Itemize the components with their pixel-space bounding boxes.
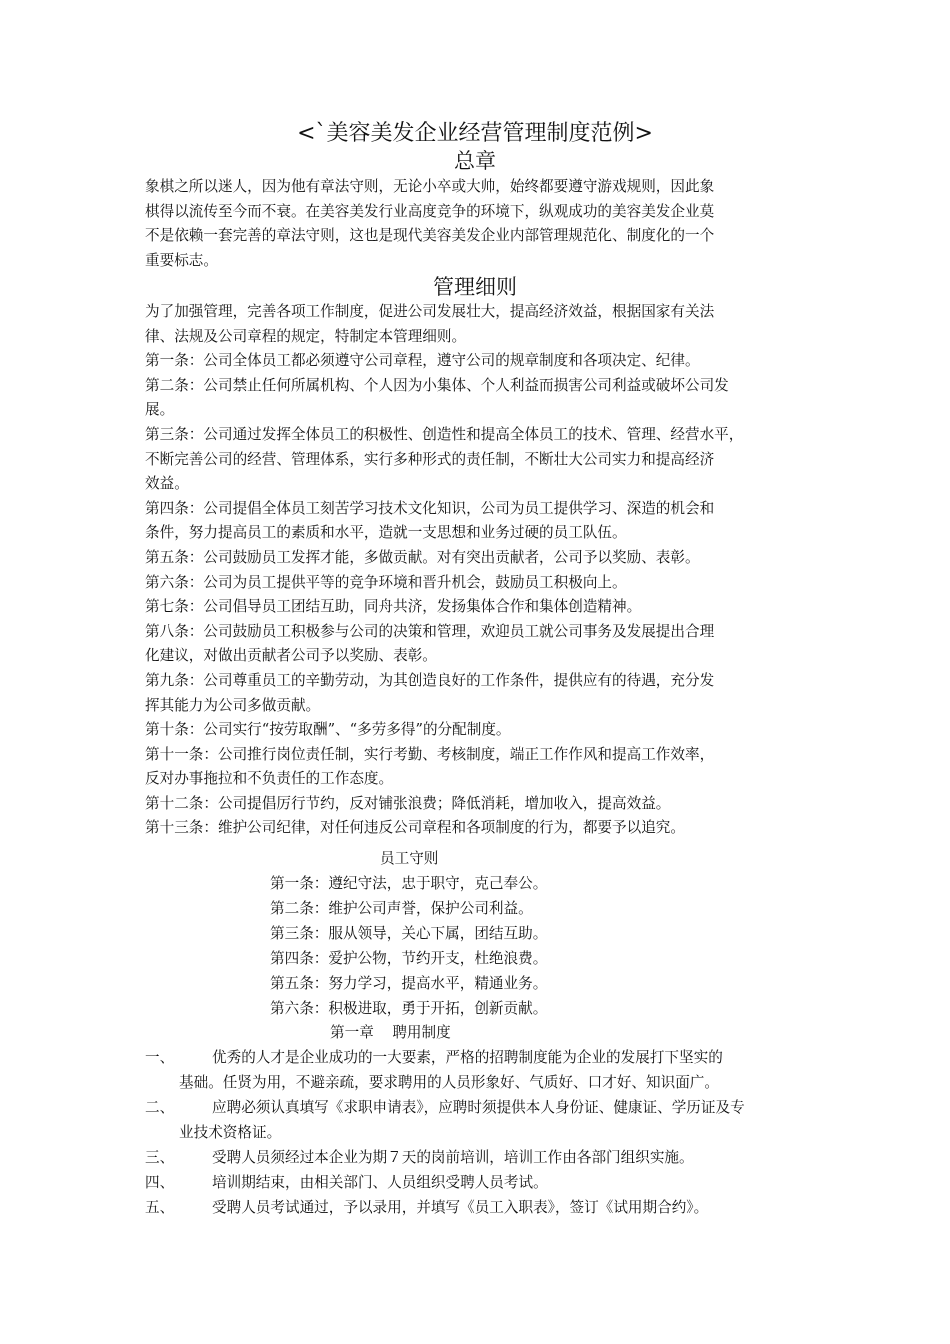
employee-rule-item: 第一条：遵纪守法，忠于职守，克己奉公。 — [270, 875, 548, 892]
management-line: 第六条：公司为员工提供平等的竞争环境和晋升机会，鼓励员工积极向上。 — [145, 573, 627, 591]
item-number: 五、 — [145, 1199, 175, 1216]
management-line: 第七条：公司倡导员工团结互助，同舟共济，发扬集体合作和集体创造精神。 — [145, 598, 642, 616]
management-paragraph — [145, 300, 815, 841]
item-number: 一、 — [145, 1049, 175, 1066]
management-line: 第五条：公司鼓励员工发挥才能，多做贡献。对有突出贡献者，公司予以奖励、表彰。 — [145, 548, 700, 566]
item-line: 应聘必须认真填写《求职申请表》，应聘时须提供本人身份证、健康证、学历证及专 — [212, 1099, 745, 1116]
management-line: 挥其能力为公司多做贡献。 — [145, 696, 321, 714]
item-number: 三、 — [145, 1149, 175, 1166]
general-line: 不是依赖一套完善的章法守则，这也是现代美容美发企业内部管理规范化、制度化的一个 — [145, 227, 715, 245]
management-line: 第一条：公司全体员工都必须遵守公司章程，遵守公司的规章制度和各项决定、纪律。 — [145, 352, 700, 370]
management-heading: 管理细则 — [433, 275, 517, 299]
item-line: 优秀的人才是企业成功的一大要素，严格的招聘制度能为企业的发展打下坚实的 — [212, 1049, 723, 1066]
management-line: 第三条：公司通过发挥全体员工的积极性、创造性和提高全体员工的技术、管理、经营水平， — [145, 425, 744, 443]
management-line: 第九条：公司尊重员工的辛勤劳动，为其创造良好的工作条件，提供应有的待遇，充分发 — [145, 671, 715, 689]
management-line: 第十一条：公司推行岗位责任制，实行考勤、考核制度，端正工作作风和提高工作效率， — [145, 745, 715, 763]
management-line: 反对办事拖拉和不负责任的工作态度。 — [145, 770, 394, 788]
general-line: 重要标志。 — [145, 251, 218, 269]
management-line: 第十三条：维护公司纪律，对任何违反公司章程和各项制度的行为，都要予以追究。 — [145, 819, 685, 837]
item-line: 业技术资格证。 — [179, 1123, 282, 1141]
management-line: 第八条：公司鼓励员工积极参与公司的决策和管理，欢迎员工就公司事务及发展提出合理 — [145, 622, 715, 640]
chapter-item — [145, 1046, 825, 1095]
item-line: 受聘人员考试通过，予以录用，并填写《员工入职表》，签订《试用期合约》。 — [212, 1199, 709, 1216]
general-paragraph — [145, 175, 815, 273]
management-line: 效益。 — [145, 475, 189, 493]
management-line: 条件，努力提高员工的素质和水平，造就一支思想和业务过硬的员工队伍。 — [145, 524, 627, 542]
management-line: 第四条：公司提倡全体员工刻苦学习技术文化知识，公司为员工提供学习、深造的机会和 — [145, 499, 715, 517]
item-line: 基础。任贤为用，不避亲疏，要求聘用的人员形象好、气质好、口才好、知识面广。 — [179, 1073, 719, 1091]
general-heading: 总章 — [454, 149, 496, 173]
management-line: 律、法规及公司章程的规定，特制定本管理细则。 — [145, 327, 467, 345]
general-line: 棋得以流传至今而不衰。在美容美发行业高度竞争的环境下，纵观成功的美容美发企业莫 — [145, 202, 715, 220]
chapter-item — [145, 1171, 825, 1196]
management-line: 第十二条：公司提倡厉行节约，反对铺张浪费；降低消耗，增加收入，提高效益。 — [145, 794, 671, 812]
management-line: 为了加强管理，完善各项工作制度，促进公司发展壮大，提高经济效益，根据国家有关法 — [145, 303, 715, 320]
item-line: 受聘人员须经过本企业为期７天的岗前培训，培训工作由各部门组织实施。 — [212, 1149, 694, 1166]
general-line: 象棋之所以迷人，因为他有章法守则，无论小卒或大帅，始终都要遵守游戏规则，因此象 — [145, 178, 715, 195]
item-number: 二、 — [145, 1099, 175, 1116]
management-line: 展。 — [145, 401, 175, 419]
management-line: 化建议，对做出贡献者公司予以奖励、表彰。 — [145, 647, 437, 665]
management-line: 第二条：公司禁止任何所属机构、个人因为小集体、个人利益而损害公司利益或破坏公司发 — [145, 376, 729, 394]
chapter-item — [145, 1196, 825, 1221]
employee-rule-item: 第二条：维护公司声誉，保护公司利益。 — [270, 900, 533, 917]
management-line: 第十条：公司实行“按劳取酬”、“多劳多得”的分配制度。 — [145, 721, 511, 739]
employee-rule-item: 第三条：服从领导，关心下属，团结互助。 — [270, 925, 548, 942]
item-number: 四、 — [145, 1174, 175, 1191]
management-line: 不断完善公司的经营、管理体系，实行多种形式的责任制，不断壮大公司实力和提高经济 — [145, 450, 715, 468]
employee-rules-heading: 员工守则 — [380, 850, 439, 867]
chapter-item — [145, 1146, 825, 1171]
employee-rule-item: 第五条：努力学习，提高水平，精通业务。 — [270, 975, 548, 992]
chapter-item — [145, 1096, 825, 1145]
document-title: <`美容美发企业经营管理制度范例> — [297, 121, 653, 146]
employee-rule-item: 第四条：爱护公物，节约开支，杜绝浪费。 — [270, 950, 548, 967]
chapter-one-heading: 第一章 聘用制度 — [330, 1024, 451, 1041]
employee-rule-item: 第六条：积极进取，勇于开拓，创新贡献。 — [270, 1000, 548, 1017]
item-line: 培训期结束，由相关部门、人员组织受聘人员考试。 — [212, 1174, 548, 1191]
